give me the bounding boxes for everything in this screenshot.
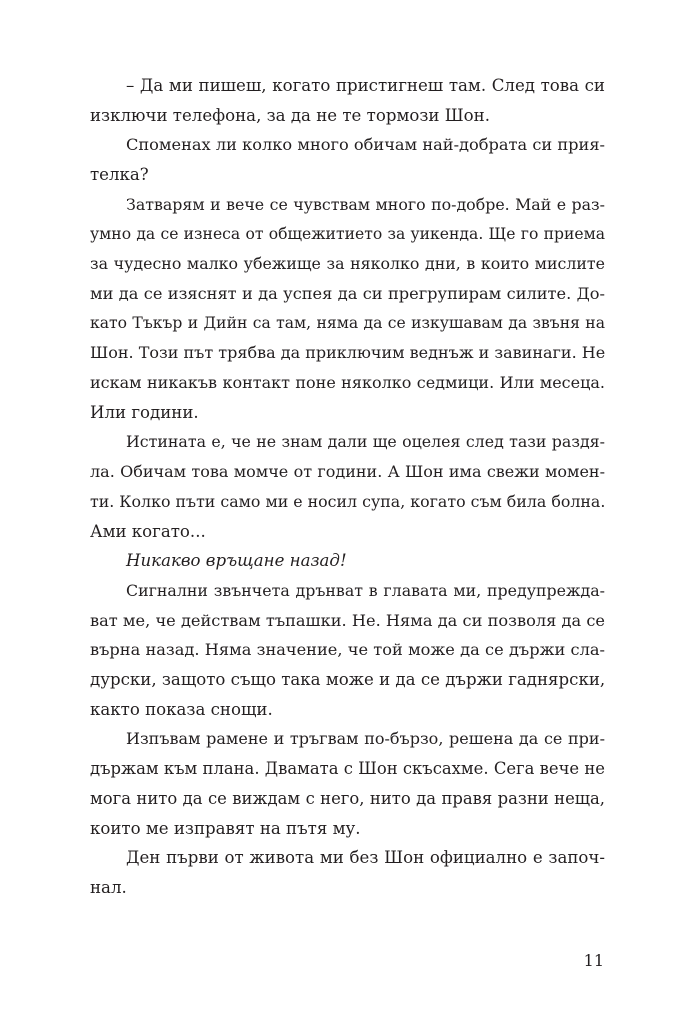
text-line: – Да ми пишеш, когато пристигнеш там. След това си: [126, 76, 605, 95]
text-line: Ден първи от живота ми без Шон официално е започ-: [126, 848, 605, 868]
page-number: 11: [583, 951, 604, 970]
text-line: държам към плана. Двамата с Шон скъсахме. Сега вече не: [90, 759, 605, 779]
text-line: Изпъвам рамене и тръгвам по-бързо, решена да се при-: [126, 729, 605, 749]
text-line: Сигнални звънчета дрънват в главата ми, предупрежда-: [126, 580, 605, 600]
paragraph: [90, 724, 605, 843]
text-line: както показа снощи.: [90, 699, 273, 719]
body-text: [90, 71, 605, 903]
text-line: ла. Обичам това момче от години. А Шон има свежи момен-: [90, 462, 605, 482]
paragraph: [90, 71, 605, 130]
paragraph: [90, 576, 605, 725]
paragraph: [90, 843, 605, 902]
text-line: Шон. Този път трябва да приключим веднъж и завинаги. Не: [90, 343, 606, 363]
text-line: мога нито да се виждам с него, нито да правя разни неща,: [90, 788, 605, 808]
paragraph: [90, 427, 605, 546]
text-line: ми да се изяснят и да успея да си прегрупирам силите. До-: [90, 283, 605, 303]
text-line: Истината е, че не знам дали ще оцелея след тази раздя-: [126, 432, 605, 452]
text-line: Затварям и вече се чувствам много по-добре. Май е раз-: [126, 194, 605, 214]
paragraph: [90, 190, 605, 428]
text-line: Или години.: [90, 402, 199, 422]
text-line: изключи телефона, за да не те тормози Шон.: [90, 105, 490, 125]
text-line: които ме изправят на пътя му.: [90, 818, 361, 838]
paragraph: [90, 546, 605, 576]
text-line: Ами когато...: [90, 521, 206, 541]
paragraph: [90, 130, 605, 189]
text-line: дурски, защото също така може и да се държи гаднярски,: [90, 670, 606, 690]
text-line: Споменах ли колко много обичам най-добрата си прия-: [126, 135, 605, 155]
text-line: като Тъкър и Дийн са там, няма да се изкушавам да звъня на: [90, 313, 605, 332]
text-line: искам никакъв контакт поне няколко седмици. Или месеца.: [90, 373, 605, 393]
text-line: ти. Колко пъти само ми е носил супа, когато съм била болна.: [90, 491, 606, 511]
text-line: за чудесно малко убежище за няколко дни, в които мислите: [90, 254, 605, 274]
text-line: умно да се изнеса от общежитието за уикенда. Ще го приема: [90, 224, 605, 243]
text-line: Никакво връщане назад!: [126, 551, 347, 571]
text-line: нал.: [90, 877, 127, 897]
text-line: ват ме, че действам тъпашки. Не. Няма да си позволя да се: [90, 610, 605, 630]
text-line: върна назад. Няма значение, че той може да се държи сла-: [90, 640, 605, 660]
text-line: телка?: [90, 165, 149, 185]
